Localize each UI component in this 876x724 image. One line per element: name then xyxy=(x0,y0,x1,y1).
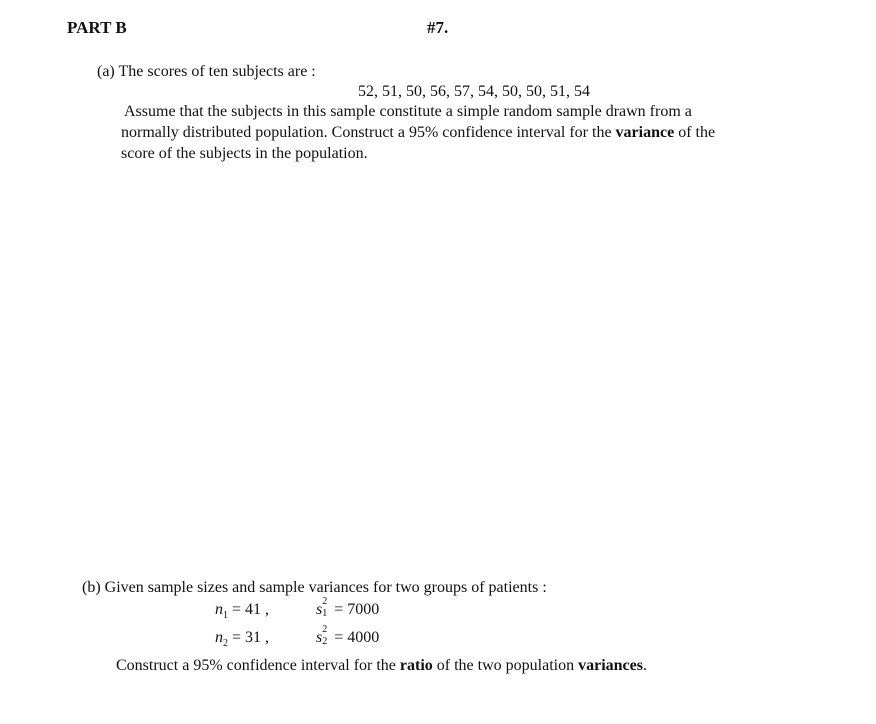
s-symbol: s xyxy=(316,629,323,646)
part-a-line-3: score of the subjects in the population. xyxy=(121,145,368,162)
s2-subscript: 2 xyxy=(322,636,328,648)
s2-superscript: 2 xyxy=(322,624,328,636)
part-b-label: (b) xyxy=(82,579,101,596)
s2-value: = 4000 xyxy=(334,629,380,646)
part-a-line-1: Assume that the subjects in this sample constitute a simple random sample drawn from a xyxy=(124,103,692,120)
part-b-construct xyxy=(116,655,647,676)
keyword-variance: variance xyxy=(615,124,675,141)
part-a-question xyxy=(97,61,316,82)
part-a-scores: 52, 51, 50, 56, 57, 54, 50, 50, 51, 54 xyxy=(358,83,590,100)
s1-subscript: 1 xyxy=(322,608,328,620)
n2-subscript: 2 xyxy=(223,638,228,649)
n1-equation xyxy=(215,601,269,621)
n-symbol: n xyxy=(215,629,223,646)
part-a-line-2-end: of the xyxy=(674,124,716,141)
n-symbol: n xyxy=(215,601,223,618)
part-title: PART B xyxy=(67,18,127,37)
s1-equation xyxy=(316,596,380,620)
construct-text: Construct a 95% confidence interval for the xyxy=(116,657,400,674)
keyword-ratio: ratio xyxy=(399,657,433,674)
s1-superscript: 2 xyxy=(322,596,328,608)
part-a-intro: The scores of ten subjects are : xyxy=(118,63,316,80)
construct-mid: of the two population xyxy=(432,657,579,674)
keyword-variances: variances xyxy=(578,657,643,674)
s1-value: = 7000 xyxy=(334,601,380,618)
construct-end: . xyxy=(642,657,647,674)
part-a-line-2-text: normally distributed population. Construct a 95% confidence interval for the xyxy=(121,124,616,141)
s-symbol: s xyxy=(316,601,323,618)
n1-value: = 41 , xyxy=(232,601,270,618)
part-a-line-2 xyxy=(121,122,715,143)
n1-subscript: 1 xyxy=(223,610,228,621)
n2-value: = 31 , xyxy=(232,629,270,646)
n2-equation xyxy=(215,629,269,649)
s2-equation xyxy=(316,624,380,648)
part-b-intro: Given sample sizes and sample variances for two groups of patients : xyxy=(104,579,547,596)
part-b-question xyxy=(82,577,547,598)
problem-number: #7. xyxy=(427,18,449,37)
part-a-label: (a) xyxy=(97,63,115,80)
